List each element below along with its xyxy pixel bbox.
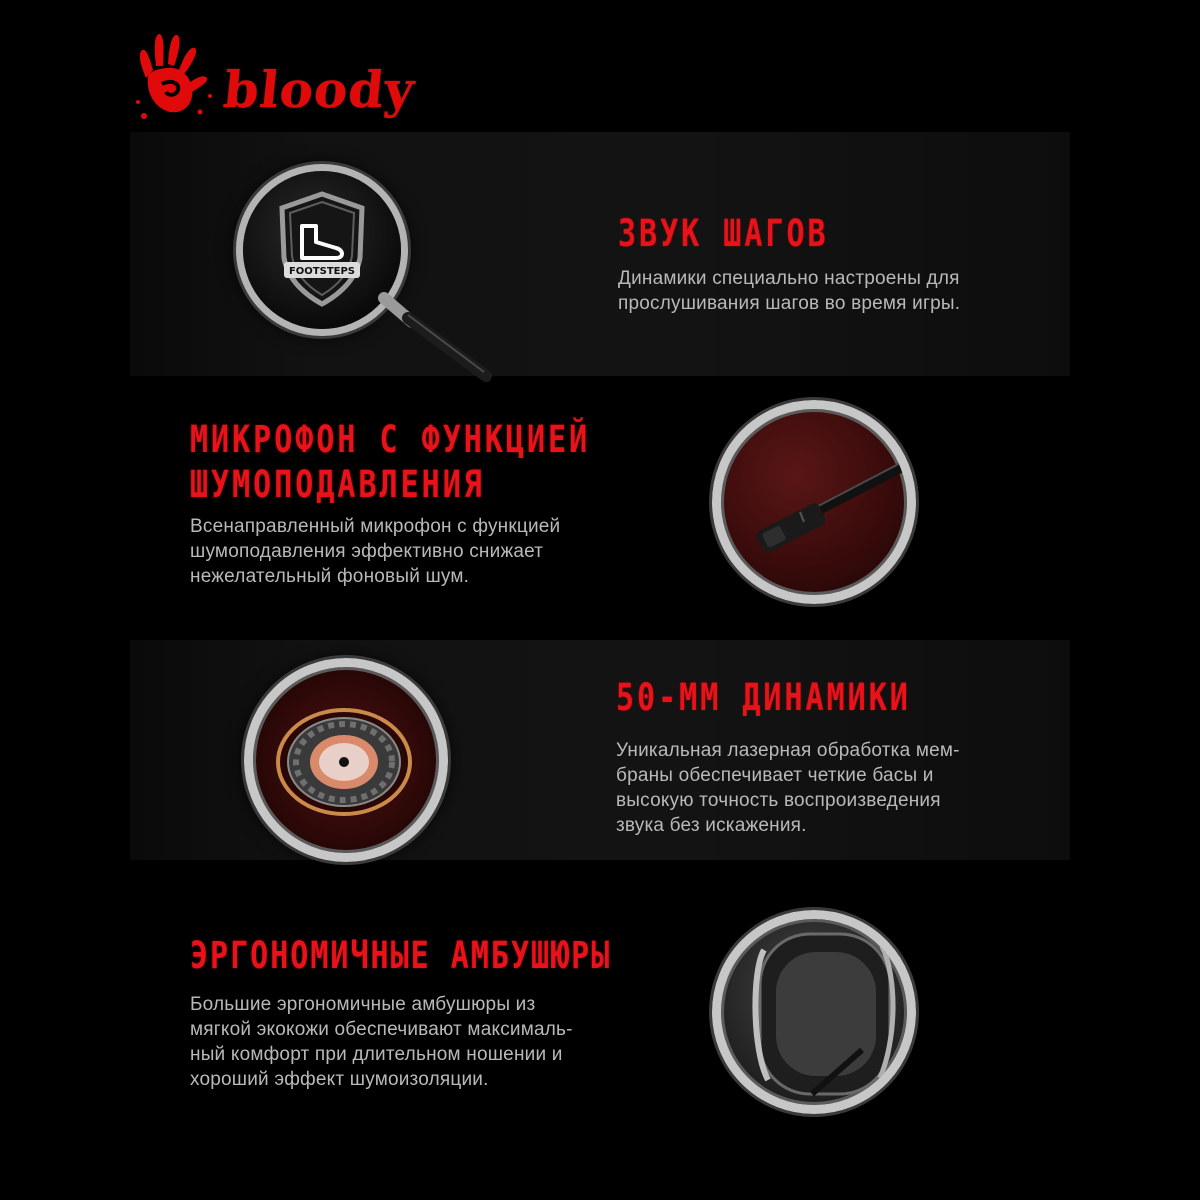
- ear-cushion-icon: [712, 910, 916, 1114]
- magnifier-handle: [378, 292, 498, 382]
- bloody-hand-logo-icon: [126, 26, 226, 126]
- microphone-icon: [712, 400, 916, 604]
- feature-desc-footsteps: Динамики специально настроены для прослушивания шагов во время игры.: [618, 268, 961, 314]
- brand-logo: [126, 26, 416, 126]
- feature-desc-drivers: Уникальная лазерная обработка мем- браны обеспечивает четкие басы и высокую точность воспроизведения звука без искажения.: [616, 740, 960, 836]
- footsteps-badge-label: FOOTSTEPS: [288, 266, 356, 277]
- feature-desc-ear-cushions: Большие эргономичные амбушюры из мягкой экокожи обеспечивают максималь- ный комфорт при длительном ношении и хороший эффект шумоизоляции.: [190, 994, 573, 1090]
- brand-wordmark: bloody: [220, 60, 418, 119]
- feature-title-microphone: МИКРОФОН С ФУНКЦИЕЙ ШУМОПОДАВЛЕНИЯ: [190, 418, 591, 507]
- feature-desc-microphone: Всенаправленный микрофон с функцией шумоподавления эффективно снижает нежелательный фоновый шум.: [190, 516, 561, 587]
- feature-title-drivers: 50-ММ ДИНАМИКИ: [616, 676, 911, 720]
- feature-title-footsteps: ЗВУК ШАГОВ: [618, 212, 829, 256]
- feature-title-ear-cushions: ЭРГОНОМИЧНЫЕ АМБУШЮРЫ: [190, 934, 612, 978]
- speaker-driver-icon: [244, 658, 448, 862]
